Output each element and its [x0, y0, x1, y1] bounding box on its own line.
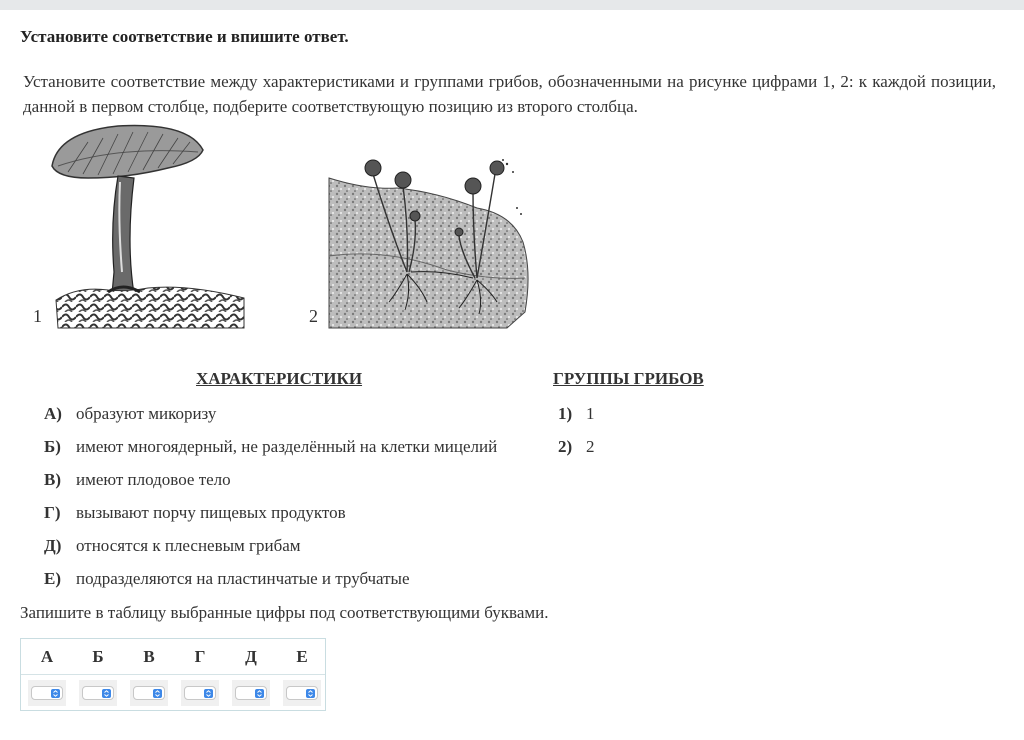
- characteristic-letter: Д): [44, 536, 62, 555]
- answer-select-g[interactable]: [181, 680, 219, 706]
- answer-select-box[interactable]: [31, 686, 63, 700]
- answer-select-e[interactable]: [283, 680, 321, 706]
- select-stepper-icon: [306, 689, 315, 698]
- characteristics-header: ХАРАКТЕРИСТИКИ: [196, 369, 363, 388]
- answer-select-v[interactable]: [130, 680, 168, 706]
- characteristic-text: относятся к плесневым грибам: [76, 536, 301, 555]
- select-stepper-icon: [51, 689, 60, 698]
- answer-select-a[interactable]: [28, 680, 66, 706]
- answer-column-header: В: [143, 647, 155, 666]
- select-stepper-icon: [255, 689, 264, 698]
- select-stepper-icon: [153, 689, 162, 698]
- characteristic-text: имеют плодовое тело: [76, 470, 231, 489]
- top-bar: [0, 0, 1024, 10]
- answer-select-b[interactable]: [79, 680, 117, 706]
- characteristic-letter: А): [44, 404, 62, 423]
- task-title: Установите соответствие и впишите ответ.: [20, 27, 349, 46]
- characteristic-letter: Г): [44, 503, 61, 522]
- answer-column-header: А: [40, 647, 54, 666]
- answer-table: [20, 638, 326, 711]
- cap-mushroom-illustration: [48, 122, 248, 332]
- answer-select-box[interactable]: [235, 686, 267, 700]
- characteristic-text: образуют микоризу: [76, 404, 217, 423]
- task-statement: Установите соответствие между характеристиками и группами грибов, обозначенными на рисунке цифрами 1, 2: к каждой позиции, данной в первом столбце, подберите соответствующую позицию из второго столбца.: [23, 72, 996, 116]
- figure-1-label: 1: [33, 306, 42, 326]
- answer-instruction: Запишите в таблицу выбранные цифры под соответствующими буквами.: [20, 603, 549, 622]
- answer-select-box[interactable]: [82, 686, 114, 700]
- group-number: 2): [558, 437, 573, 456]
- figure-2-label: 2: [309, 306, 318, 326]
- characteristic-letter: Е): [44, 569, 61, 588]
- group-text: 2: [586, 437, 595, 456]
- figure-1: [48, 122, 248, 332]
- answer-select-box[interactable]: [133, 686, 165, 700]
- answer-select-d[interactable]: [232, 680, 270, 706]
- answer-column-header: Д: [245, 647, 257, 666]
- figure-2: [327, 152, 532, 330]
- answer-select-box[interactable]: [184, 686, 216, 700]
- group-number: 1): [558, 404, 573, 423]
- select-stepper-icon: [204, 689, 213, 698]
- mold-fungus-illustration: [327, 152, 532, 330]
- characteristic-text: подразделяются на пластинчатые и трубчатые: [76, 569, 410, 588]
- answer-select-box[interactable]: [286, 686, 318, 700]
- characteristic-text: вызывают порчу пищевых продуктов: [76, 503, 346, 522]
- answer-column-header: Г: [194, 647, 206, 666]
- answer-table-divider: [21, 674, 325, 675]
- groups-header: ГРУППЫ ГРИБОВ: [553, 369, 704, 388]
- group-text: 1: [586, 404, 595, 423]
- select-stepper-icon: [102, 689, 111, 698]
- characteristic-letter: Б): [44, 437, 61, 456]
- answer-column-header: Е: [296, 647, 308, 666]
- answer-column-header: Б: [92, 647, 104, 666]
- characteristic-letter: В): [44, 470, 61, 489]
- characteristic-text: имеют многоядерный, не разделённый на клетки мицелий: [76, 437, 498, 456]
